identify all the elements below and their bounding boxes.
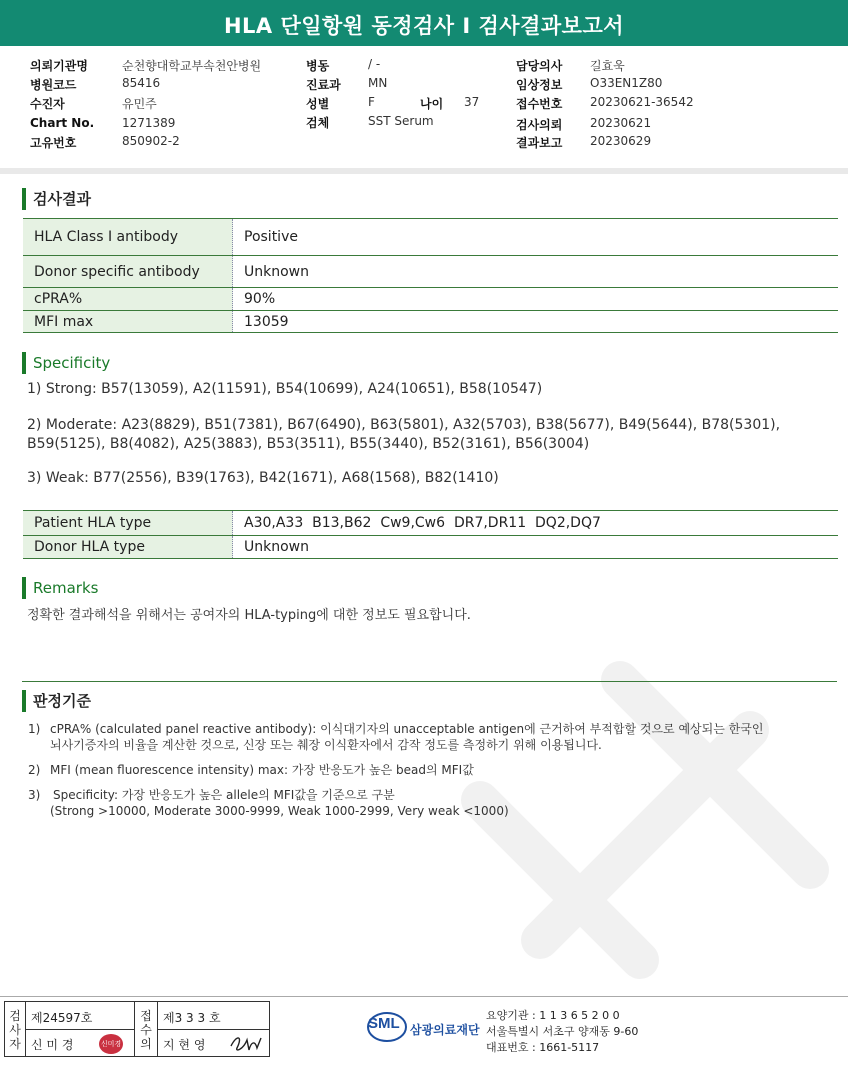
header-value: 1271389: [122, 116, 176, 130]
tester-id: 제24597호: [31, 1011, 93, 1025]
specificity-moderate-line1: 2) Moderate: A23(8829), B51(7381), B67(6490), B63(5801), A32(5703), B38(5677), B49(5644), B78(5301),: [27, 417, 781, 433]
criteria-number: 1): [28, 722, 41, 736]
receiver-label-char: 의: [140, 1037, 152, 1051]
org-name: 삼광의료재단: [410, 1023, 480, 1037]
result-value: Unknown: [233, 256, 839, 288]
header-value: F: [368, 95, 375, 109]
criteria-item1-line2: 뇌사기증자의 비율을 계산한 것으로, 신장 또는 췌장 이식환자에서 감작 정도를 측정하기 위해 이용됩니다.: [50, 738, 602, 752]
header-label: 결과보고: [516, 136, 563, 150]
header-value: SST Serum: [368, 114, 434, 128]
header-label: 성별: [306, 97, 330, 111]
watermark-logo: [420, 560, 848, 1000]
seal-text: 신미경: [100, 1040, 122, 1048]
result-label: MFI max: [23, 311, 233, 333]
header-value: 20230629: [590, 134, 652, 148]
tester-name: 신 미 경: [31, 1038, 74, 1052]
criteria-item3-line2: (Strong >10000, Moderate 3000-9999, Weak 1000-2999, Very weak <1000): [50, 804, 509, 818]
criteria-number: 2): [28, 763, 41, 777]
result-value: Positive: [233, 219, 839, 256]
header-value: MN: [368, 76, 388, 90]
header-value: / -: [368, 57, 381, 71]
header-label: 검체: [306, 116, 330, 130]
table-row: [23, 288, 838, 311]
hla-type-table: [23, 510, 838, 559]
specificity-section-title: Specificity: [22, 352, 110, 374]
criteria-item1-line1: cPRA% (calculated panel reactive antibody): 이식대기자의 unacceptable antigen에 근거하여 부적합할 것으로 예상되는 한국인: [50, 722, 764, 736]
header-info: [0, 46, 848, 174]
criteria-item3-line1: Specificity: 가장 반응도가 높은 allele의 MFI값을 기준으로 구분: [53, 788, 395, 802]
receiver-signature: [227, 1032, 265, 1054]
age-label: 나이: [420, 97, 444, 111]
result-label: cPRA%: [23, 288, 233, 311]
hla-value: A30,A33 B13,B62 Cw9,Cw6 DR7,DR11 DQ2,DQ7: [233, 511, 839, 536]
footer: [0, 996, 848, 1065]
org-phone: 대표번호 : 1661-5117: [486, 1041, 600, 1054]
header-label: 의뢰기관명: [30, 59, 88, 73]
header-label: 담당의사: [516, 59, 563, 73]
signature-box: [4, 1001, 270, 1057]
result-value: 13059: [233, 311, 839, 333]
header-value: 85416: [122, 76, 161, 90]
header-value: 유민주: [122, 97, 157, 111]
header-value: O33EN1Z80: [590, 76, 663, 90]
header-value: 순천향대학교부속천안병원: [122, 59, 262, 73]
header-label: 병원코드: [30, 78, 77, 92]
criteria-item2-line1: MFI (mean fluorescence intensity) max: 가장 반응도가 높은 bead의 MFI값: [50, 763, 474, 777]
criteria-number: 3): [28, 788, 41, 802]
tester-label-char: 사: [9, 1023, 21, 1037]
receiver-id: 제3 3 3 호: [163, 1011, 221, 1025]
table-row: [23, 219, 838, 256]
header-label: 검사의뢰: [516, 118, 563, 132]
tester-label-char: 자: [9, 1037, 21, 1051]
specificity-weak: 3) Weak: B77(2556), B39(1763), B42(1671), A68(1568), B82(1410): [27, 470, 499, 486]
table-row: [23, 311, 838, 333]
header-label: 고유번호: [30, 136, 77, 150]
tester-label-char: 검: [9, 1009, 21, 1023]
org-code: 요양기관 : 1 1 3 6 5 2 0 0: [486, 1009, 620, 1022]
hla-label: Patient HLA type: [23, 511, 233, 536]
header-label: 수진자: [30, 97, 65, 111]
specificity-moderate-line2: B59(5125), B8(4082), A25(3883), B53(3511), B55(3440), B52(3161), B56(3004): [27, 436, 590, 452]
criteria-section-title: 판정기준: [22, 690, 91, 712]
header-value: 20230621: [590, 116, 652, 130]
header-label: 진료과: [306, 78, 341, 92]
header-label: 접수번호: [516, 97, 563, 111]
specificity-strong: 1) Strong: B57(13059), A2(11591), B54(10699), A24(10651), B58(10547): [27, 381, 543, 397]
results-table: [23, 218, 838, 333]
results-section-title: 검사결과: [22, 188, 91, 210]
result-value: 90%: [233, 288, 839, 311]
header-value: 길효욱: [590, 59, 625, 73]
header-value: 20230621-36542: [590, 95, 694, 109]
header-label: Chart No.: [30, 116, 95, 130]
receiver-name: 지 현 영: [163, 1038, 206, 1052]
logo-text: SML: [368, 1015, 400, 1032]
table-row: [23, 536, 838, 559]
hla-value: Unknown: [233, 536, 839, 559]
report-title: HLA 단일항원 동정검사 I 검사결과보고서: [0, 0, 848, 48]
remarks-text: 정확한 결과해석을 위해서는 공여자의 HLA-typing에 대한 정보도 필요합니다.: [27, 608, 471, 623]
tester-seal: [99, 1034, 123, 1054]
divider: [22, 681, 837, 682]
receiver-label-char: 접: [140, 1009, 152, 1023]
age-value: 37: [464, 95, 480, 109]
org-address: 서울특별시 서초구 양재동 9-60: [486, 1025, 639, 1038]
receiver-label-char: 수: [140, 1023, 152, 1037]
table-row: [23, 511, 838, 536]
hla-label: Donor HLA type: [23, 536, 233, 559]
header-label: 임상정보: [516, 78, 563, 92]
result-label: Donor specific antibody: [23, 256, 233, 288]
result-label: HLA Class I antibody: [23, 219, 233, 256]
header-value: 850902-2: [122, 134, 180, 148]
table-row: [23, 256, 838, 288]
header-label: 병동: [306, 59, 330, 73]
remarks-section-title: Remarks: [22, 577, 98, 599]
